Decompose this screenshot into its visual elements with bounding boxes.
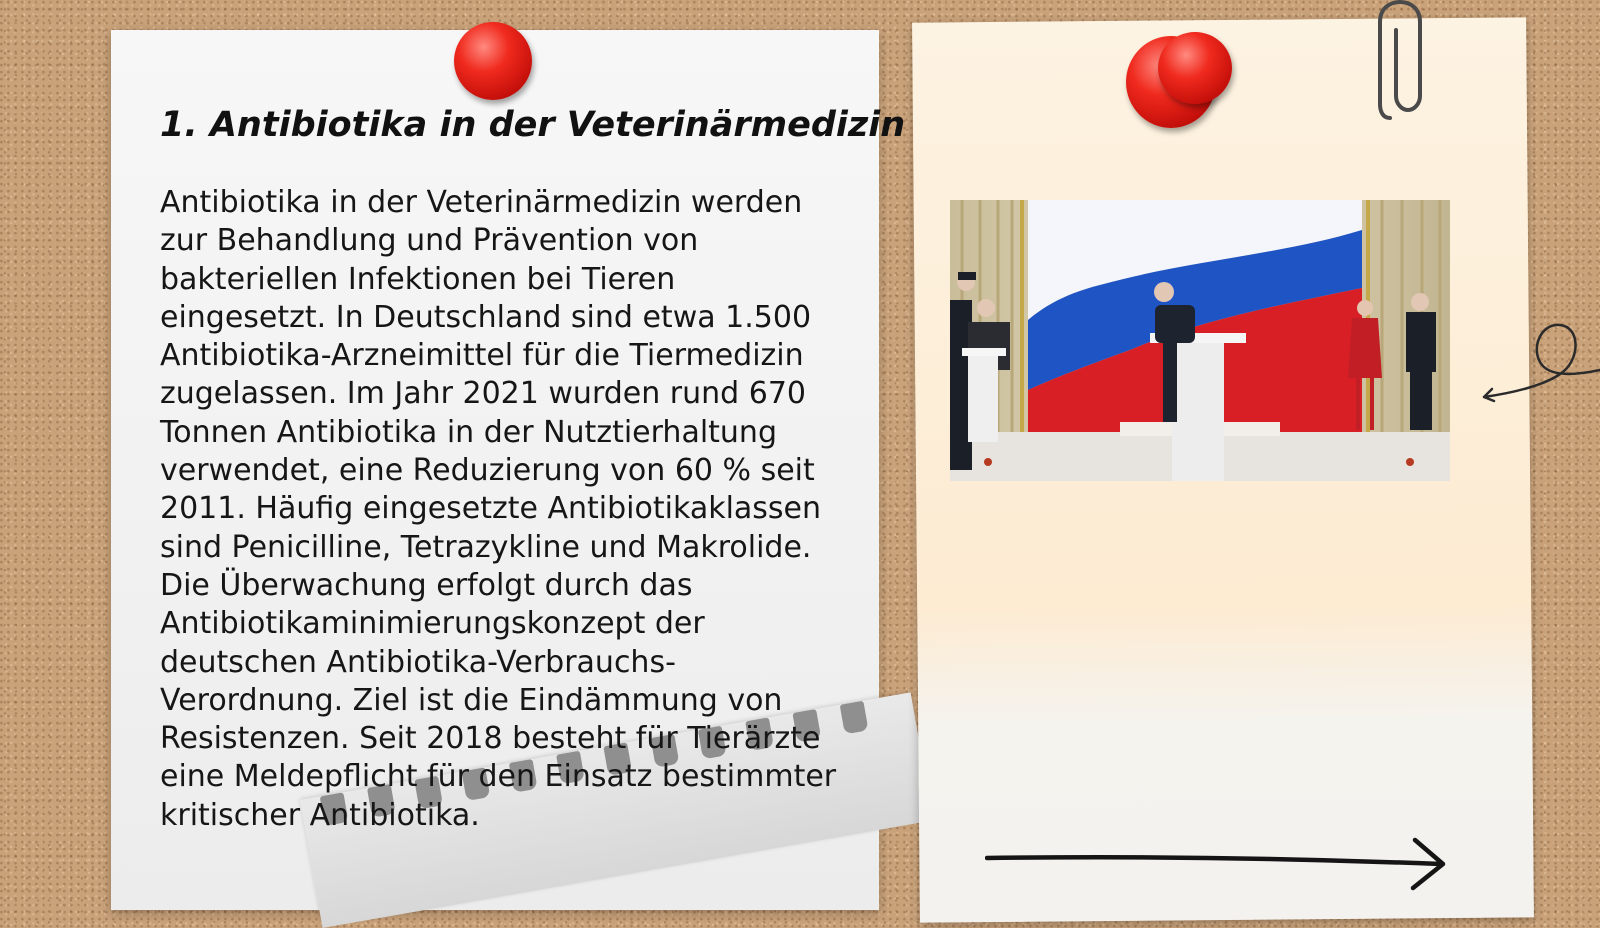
pushpin-icon [454,22,532,100]
slide-body-text: Antibiotika in der Veterinärmedizin werden zur Behandlung und Prävention von bakteriellen Infektionen bei Tieren eingesetzt. In Deutschland sind etwa 1.500 Antibiotika-Arzneimittel für die Tiermedizin zugelassen. Im Jahr 2021 wurden rund 670 Tonnen Antibiotika in der Nutztierhaltung verwendet, eine Reduzierung von 60 % seit 2011. Häufig eingesetzte Antibiotikaklassen sind Penicilline, Tetrazykline und Makrolide. Die Überwachung erfolgt durch das Antibiotikaminimierungskonzept der deutschen Antibiotika-Verbrauchs-Verordnung. Ziel ist die Eindämmung von Resistenzen. Seit 2018 besteht für Tierärzte eine Meldepflicht für den Einsatz bestimmter kritischer Antibiotika. [160,185,837,833]
slide-title: 1. Antibiotika in der Veterinärmedizin [160,105,906,145]
arrow-right-icon [985,836,1451,892]
pushpin-icon [1158,32,1232,104]
paperclip-icon [1378,0,1422,124]
curl-doodle-icon [1482,315,1600,415]
inauguration-photo [950,200,1450,481]
photo [950,200,1450,481]
